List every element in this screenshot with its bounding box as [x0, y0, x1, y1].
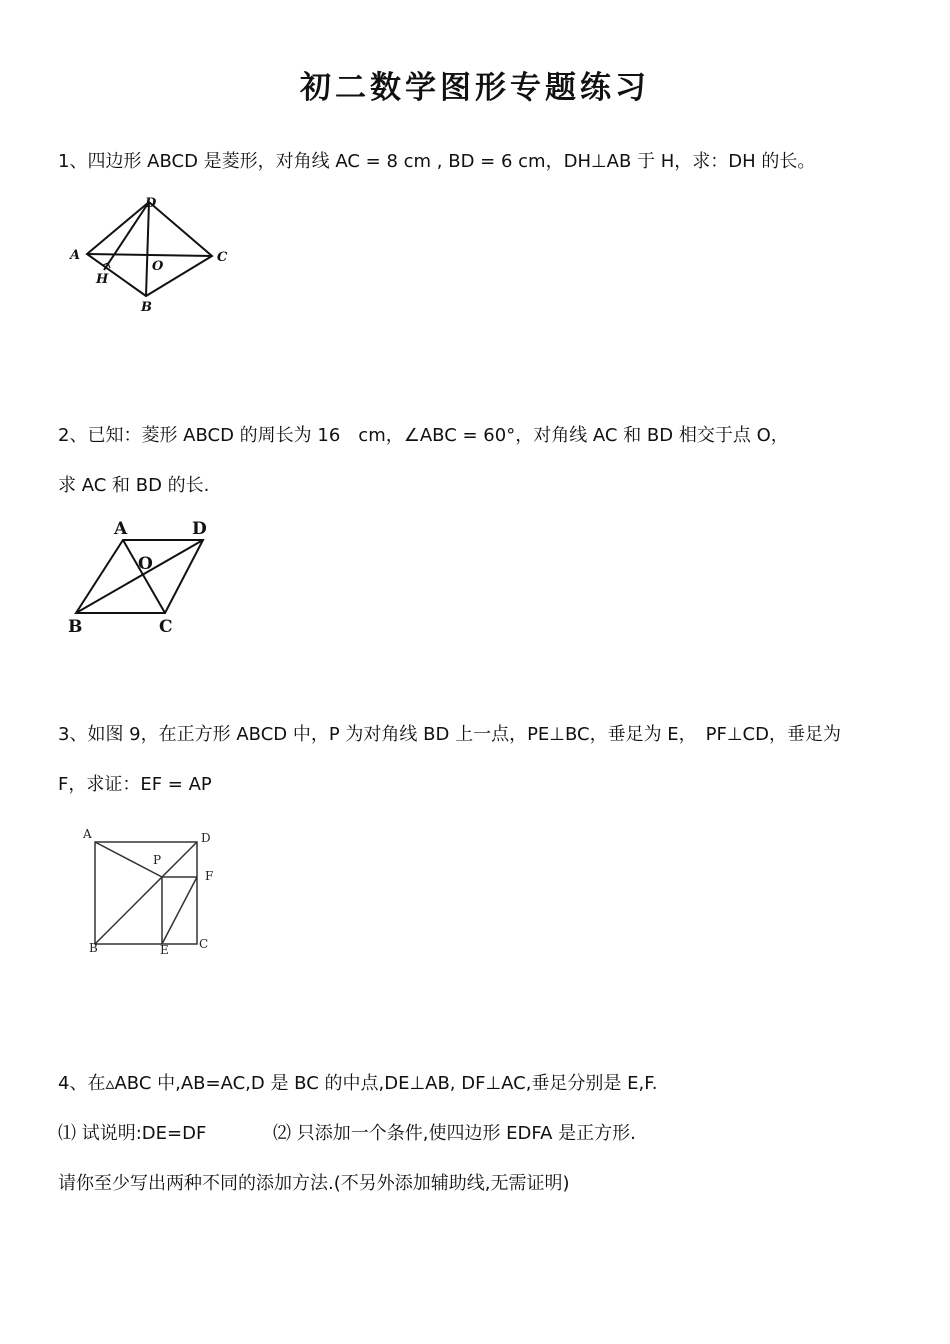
square-diagram-3 — [75, 822, 225, 962]
problem-4-instruction: 请你至少写出两种不同的添加方法.(不另外添加辅助线,无需证明) — [58, 1173, 570, 1194]
fig3-label-c: C — [199, 937, 209, 951]
fig1-label-d: D — [145, 196, 157, 211]
fig2-label-c: C — [159, 617, 173, 637]
problem-3-line-1: 3、如图 9，在正方形 ABCD 中，P 为对角线 BD 上一点，PE⊥BC，垂足为 E， PF⊥CD，垂足为 — [58, 724, 841, 745]
problem-4-part-1: ⑴ 试说明:DE=DF — [58, 1123, 207, 1144]
fig1-label-h: H — [96, 272, 109, 287]
problem-1-text: 1、四边形 ABCD 是菱形，对角线 AC = 8 cm , BD = 6 cm，DH⊥AB 于 H，求：DH 的长。 — [58, 151, 816, 172]
problem-4-statement: 4、在▵ABC 中,AB=AC,D 是 BC 的中点,DE⊥AB, DF⊥AC,垂足分别是 E,F. — [58, 1073, 658, 1094]
fig2-label-b: B — [68, 617, 83, 637]
fig3-label-f: F — [205, 869, 214, 883]
fig1-label-c: C — [217, 250, 228, 265]
problem-2-line-1: 2、已知：菱形 ABCD 的周长为 16 cm，∠ABC = 60°，对角线 AC 和 BD 相交于点 O， — [58, 425, 789, 446]
rhombus-diagram-2 — [60, 515, 220, 640]
fig1-label-o: O — [152, 259, 164, 274]
fig1-label-b: B — [141, 300, 152, 315]
fig3-label-b: B — [89, 941, 98, 955]
page-title: 初二数学图形专题练习 — [300, 70, 650, 106]
fig2-label-a: A — [114, 519, 128, 539]
fig3-label-p: P — [153, 853, 162, 867]
problem-3-line-2: F，求证：EF = AP — [58, 774, 212, 795]
fig3-label-a: A — [83, 827, 92, 841]
rhombus-diagram-1 — [60, 190, 240, 315]
fig2-label-o: O — [138, 554, 153, 574]
fig2-label-d: D — [192, 519, 207, 539]
fig3-label-d: D — [201, 831, 211, 845]
fig3-label-e: E — [160, 943, 169, 957]
problem-2-line-2: 求 AC 和 BD 的长. — [58, 475, 210, 496]
fig1-label-a: A — [70, 248, 81, 263]
problem-4-part-2: ⑵ 只添加一个条件,使四边形 EDFA 是正方形. — [273, 1123, 636, 1144]
